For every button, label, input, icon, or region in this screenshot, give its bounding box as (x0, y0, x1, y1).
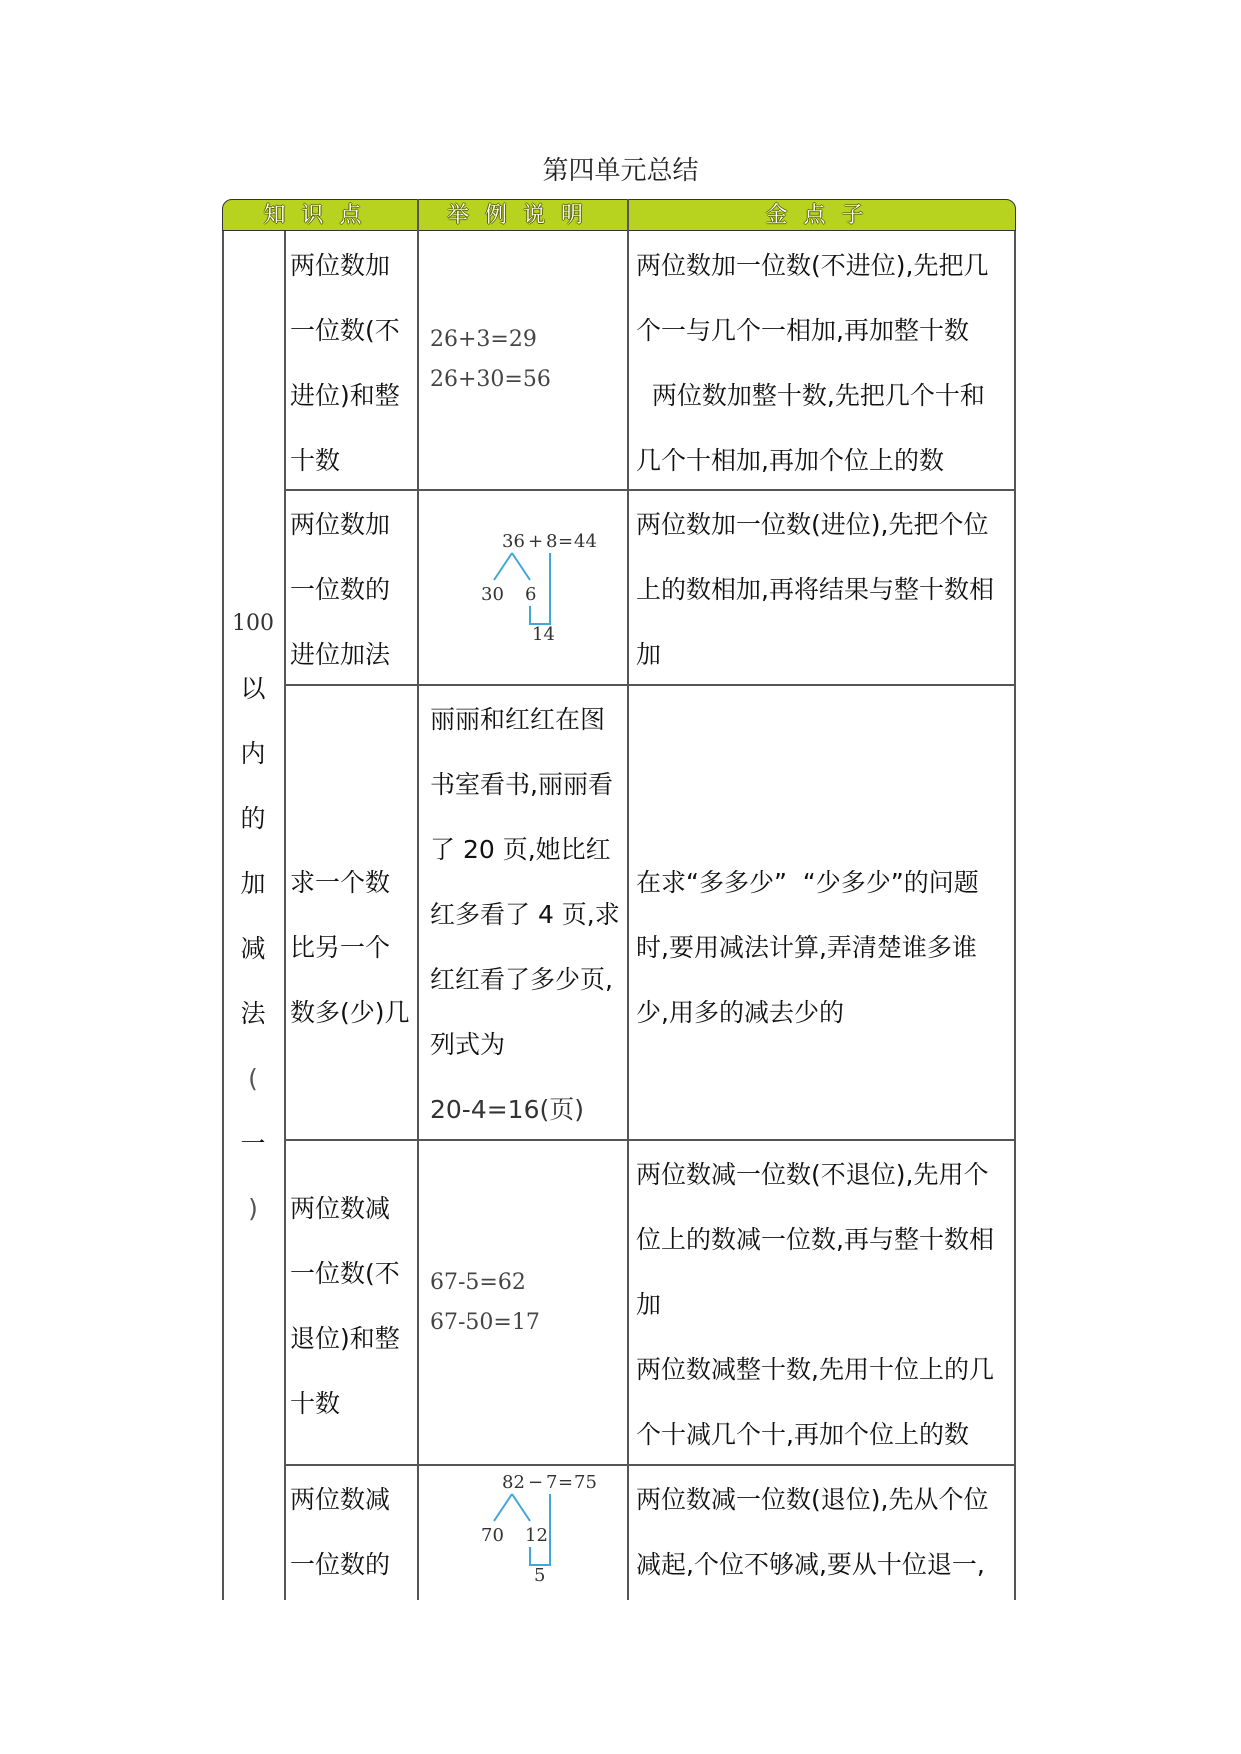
topic-cell (290, 850, 415, 1045)
category-char: ( (248, 1064, 258, 1093)
topic-line: 求一个数 (290, 868, 391, 897)
tip-line: 时,要用减法计算,弄清楚谁多谁 (636, 933, 977, 962)
topic-cell (290, 1467, 415, 1597)
topic-line: 两位数减 (290, 1194, 391, 1223)
tip-line: 个十减几个十,再加个位上的数 (636, 1420, 969, 1449)
header-knowledge-point: 知识点 (263, 203, 378, 228)
tip-line: 加 (636, 640, 662, 669)
example-line: 67-5=62 (430, 1270, 526, 1295)
tip-line: 两位数加一位数(进位),先把个位 (636, 510, 989, 539)
category-char: 加 (240, 869, 266, 898)
diagram-operand-b: 7 (546, 1472, 558, 1493)
tip-cell (636, 492, 1012, 687)
topic-line: 退位)和整 (290, 1324, 400, 1353)
split-line-right (512, 553, 530, 580)
diagram-operand-a: 82 (502, 1472, 525, 1493)
table-divider (417, 199, 419, 1600)
tip-line: 加 (636, 1290, 662, 1319)
tip-line: 两位数减一位数(退位),先从个位 (636, 1485, 989, 1514)
diagram-result: 44 (574, 531, 597, 552)
table-header (222, 199, 1016, 231)
tip-line: 两位数加整十数,先把几个十和 (636, 381, 985, 410)
example-line: 红红看了多少页, (430, 965, 613, 994)
example-line: 红多看了 4 页,求 (430, 900, 620, 929)
category-char: ) (248, 1194, 258, 1223)
category-char: 以 (240, 674, 266, 703)
topic-cell (290, 1176, 415, 1436)
category-char: 内 (240, 739, 266, 768)
diagram-operand-a: 36 (502, 531, 525, 552)
category-label (222, 591, 284, 1241)
category-char: 法 (240, 999, 266, 1028)
tip-line: 在求“多多少” “少多少”的问题 (636, 868, 979, 897)
tip-line: 减起,个位不够减,要从十位退一, (636, 1550, 985, 1579)
category-char: 减 (240, 934, 266, 963)
diagram-equals: = (558, 531, 574, 552)
page-title: 第四单元总结 (542, 156, 699, 186)
topic-line: 十数 (290, 1389, 341, 1418)
category-char: 一 (240, 1129, 266, 1158)
tip-cell (636, 1142, 1012, 1467)
summary-table (222, 199, 1016, 1600)
example-line: 了 20 页,她比红 (430, 835, 611, 864)
example-cell (430, 320, 620, 400)
tip-line: 位上的数减一位数,再与整十数相 (636, 1225, 994, 1254)
example-line: 26+30=56 (430, 367, 551, 392)
diagram-operator: + (528, 531, 544, 552)
topic-line: 进位加法 (290, 640, 391, 669)
example-line: 书室看书,丽丽看 (430, 770, 613, 799)
diagram-equals: = (558, 1472, 574, 1493)
addition-split-diagram (462, 526, 612, 641)
diagram-partial: 14 (532, 624, 555, 641)
split-line-left (494, 553, 512, 580)
category-char: 100 (232, 611, 274, 636)
example-line: 列式为 (430, 1030, 506, 1059)
diagram-operand-b: 8 (546, 531, 558, 552)
topic-line: 一位数的 (290, 1550, 391, 1579)
example-line: 20-4=16(页) (430, 1095, 585, 1124)
row-divider (284, 1139, 1016, 1141)
topic-line: 数多(少)几 (290, 998, 410, 1027)
diagram-split-1: 70 (481, 1525, 504, 1546)
tip-line: 两位数减整十数,先用十位上的几 (636, 1355, 994, 1384)
topic-line: 一位数的 (290, 575, 391, 604)
topic-line: 两位数减 (290, 1485, 391, 1514)
tip-cell (636, 233, 1012, 493)
topic-line: 进位)和整 (290, 381, 400, 410)
split-line-left (494, 1494, 512, 1521)
category-char: 的 (240, 804, 266, 833)
diagram-split-2: 12 (525, 1525, 548, 1546)
topic-line: 一位数(不 (290, 316, 400, 345)
diagram-split-1: 30 (481, 584, 504, 605)
tip-cell (636, 1467, 1012, 1597)
tip-line: 上的数相加,再将结果与整十数相 (636, 575, 994, 604)
diagram-partial: 5 (534, 1565, 546, 1582)
topic-line: 十数 (290, 446, 341, 475)
tip-line: 两位数减一位数(不退位),先用个 (636, 1160, 989, 1189)
example-line: 67-50=17 (430, 1310, 540, 1335)
diagram-operator: − (528, 1472, 544, 1493)
example-cell (430, 1263, 620, 1343)
table-divider (627, 199, 629, 1600)
table-divider (284, 231, 286, 1600)
split-line-right (512, 1494, 530, 1521)
tip-line: 几个十相加,再加个位上的数 (636, 446, 944, 475)
topic-cell (290, 233, 415, 493)
tip-line: 个一与几个一相加,再加整十数 (636, 316, 969, 345)
header-tips: 金点子 (765, 203, 880, 228)
topic-line: 两位数加 (290, 510, 391, 539)
subtraction-split-diagram (462, 1467, 612, 1582)
topic-line: 两位数加 (290, 251, 391, 280)
diagram-split-2: 6 (525, 584, 537, 605)
tip-cell (636, 850, 1016, 1045)
example-line: 26+3=29 (430, 327, 537, 352)
example-cell (430, 687, 626, 1142)
tip-line: 少,用多的减去少的 (636, 998, 844, 1027)
example-line: 丽丽和红红在图 (430, 705, 606, 734)
diagram-result: 75 (574, 1472, 597, 1493)
topic-line: 比另一个 (290, 933, 391, 962)
header-example: 举例说明 (446, 203, 599, 228)
topic-cell (290, 492, 415, 687)
tip-line: 两位数加一位数(不进位),先把几 (636, 251, 989, 280)
topic-line: 一位数(不 (290, 1259, 400, 1288)
